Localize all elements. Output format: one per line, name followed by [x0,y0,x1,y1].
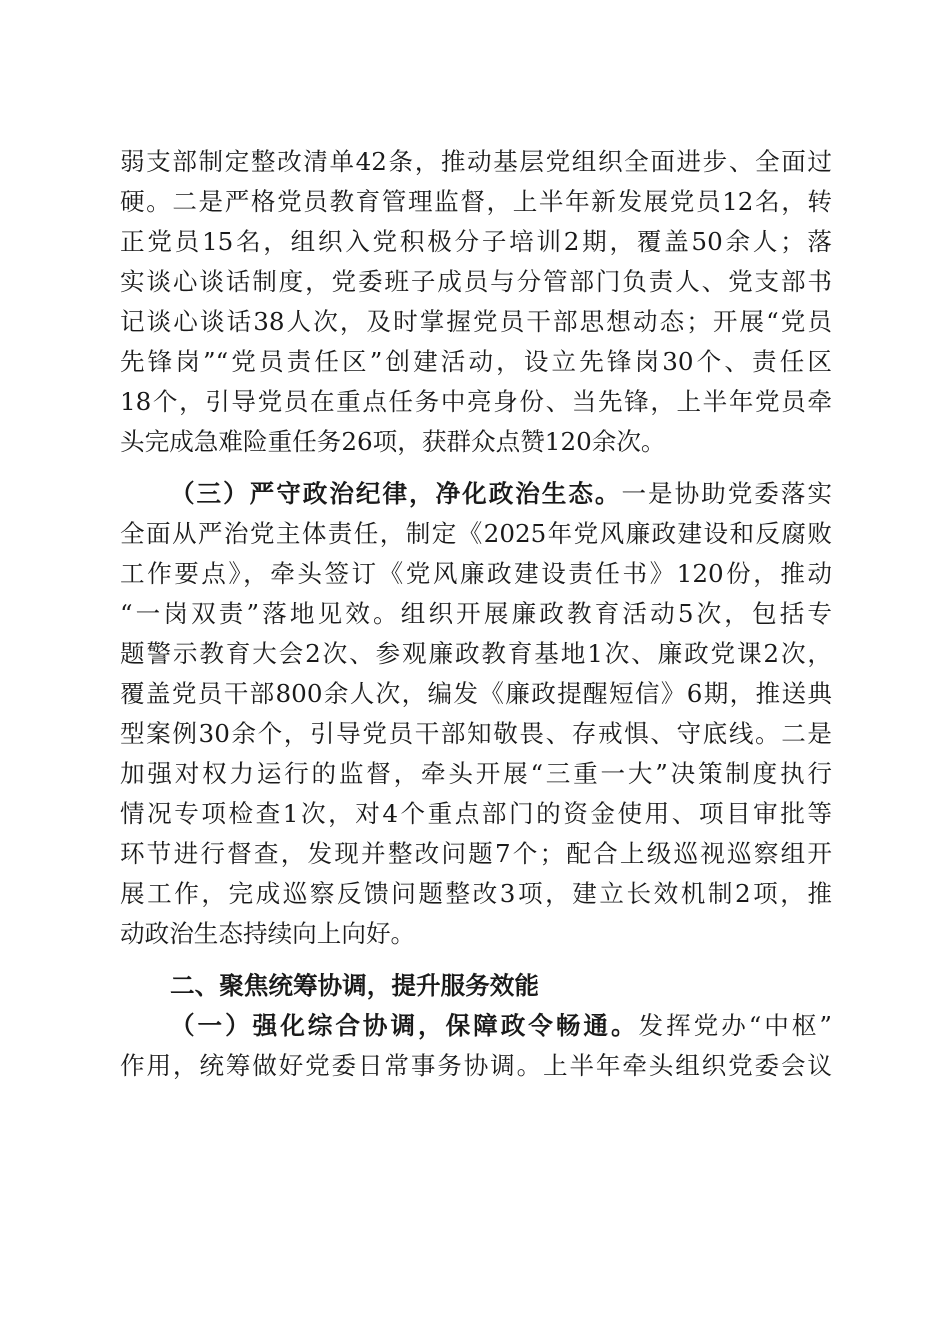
section-heading: 二、聚焦统筹协调，提升服务效能 [170,971,539,1000]
paragraph-lead-line [120,474,832,514]
paragraph-line: 先锋岗”“党员责任区”创建活动，设立先锋岗30个、责任区 [120,347,832,376]
paragraph-line: 实谈心谈话制度，党委班子成员与分管部门负责人、党支部书 [120,267,832,296]
subsection-title: （三）严守政治纪律，净化政治生态。 [170,479,622,508]
document-body [120,142,832,1086]
paragraph-line: 题警示教育大会2次、参观廉政教育基地1次、廉政党课2次， [120,639,832,668]
paragraph-line: 正党员15名，组织入党积极分子培训2期，覆盖50余人；落 [120,227,832,256]
paragraph-gap [120,954,832,966]
paragraph-line: 硬。二是严格党员教育管理监督，上半年新发展党员12名，转 [120,187,832,216]
paragraph-line: 型案例30余个，引导党员干部知敬畏、存戒惧、守底线。二是 [120,719,832,748]
paragraph-line: 工作要点》，牵头签订《党风廉政建设责任书》120份，推动 [120,559,832,588]
paragraph-line: 情况专项检查1次，对4个重点部门的资金使用、项目审批等 [120,799,832,828]
paragraph-lead-text: 一是协助党委落实 [621,479,832,508]
paragraph-line: 18个，引导党员在重点任务中亮身份、当先锋，上半年党员牵 [120,387,832,416]
subsection-title: （一）强化综合协调，保障政令畅通。 [170,1011,639,1040]
paragraph-line: “一岗双责”落地见效。组织开展廉政教育活动5次，包括专 [120,599,832,628]
paragraph-line: 记谈心谈话38人次，及时掌握党员干部思想动态；开展“党员 [120,307,832,336]
paragraph-line: 头完成急难险重任务26项，获群众点赞120余次。 [120,427,666,456]
paragraph-line: 展工作，完成巡察反馈问题整改3项，建立长效机制2项，推 [120,879,832,908]
paragraph-line: 作用，统筹做好党委日常事务协调。上半年牵头组织党委会议 [120,1051,832,1080]
paragraph-3 [120,1006,832,1086]
paragraph-line: 加强对权力运行的监督，牵头开展“三重一大”决策制度执行 [120,759,832,788]
paragraph-line: 环节进行督查，发现并整改问题7个；配合上级巡视巡察组开 [120,839,832,868]
paragraph-lead-line [120,1006,832,1046]
paragraph-1 [120,142,832,462]
paragraph-line: 动政治生态持续向上向好。 [120,919,416,948]
paragraph-lead-text: 发挥党办“中枢” [638,1011,832,1040]
paragraph-line: 覆盖党员干部800余人次，编发《廉政提醒短信》6期，推送典 [120,679,832,708]
paragraph-line: 全面从严治党主体责任，制定《2025年党风廉政建设和反腐败 [120,519,832,548]
paragraph-line: 弱支部制定整改清单42条，推动基层党组织全面进步、全面过 [120,147,832,176]
paragraph-2 [120,474,832,954]
paragraph-gap [120,462,832,474]
